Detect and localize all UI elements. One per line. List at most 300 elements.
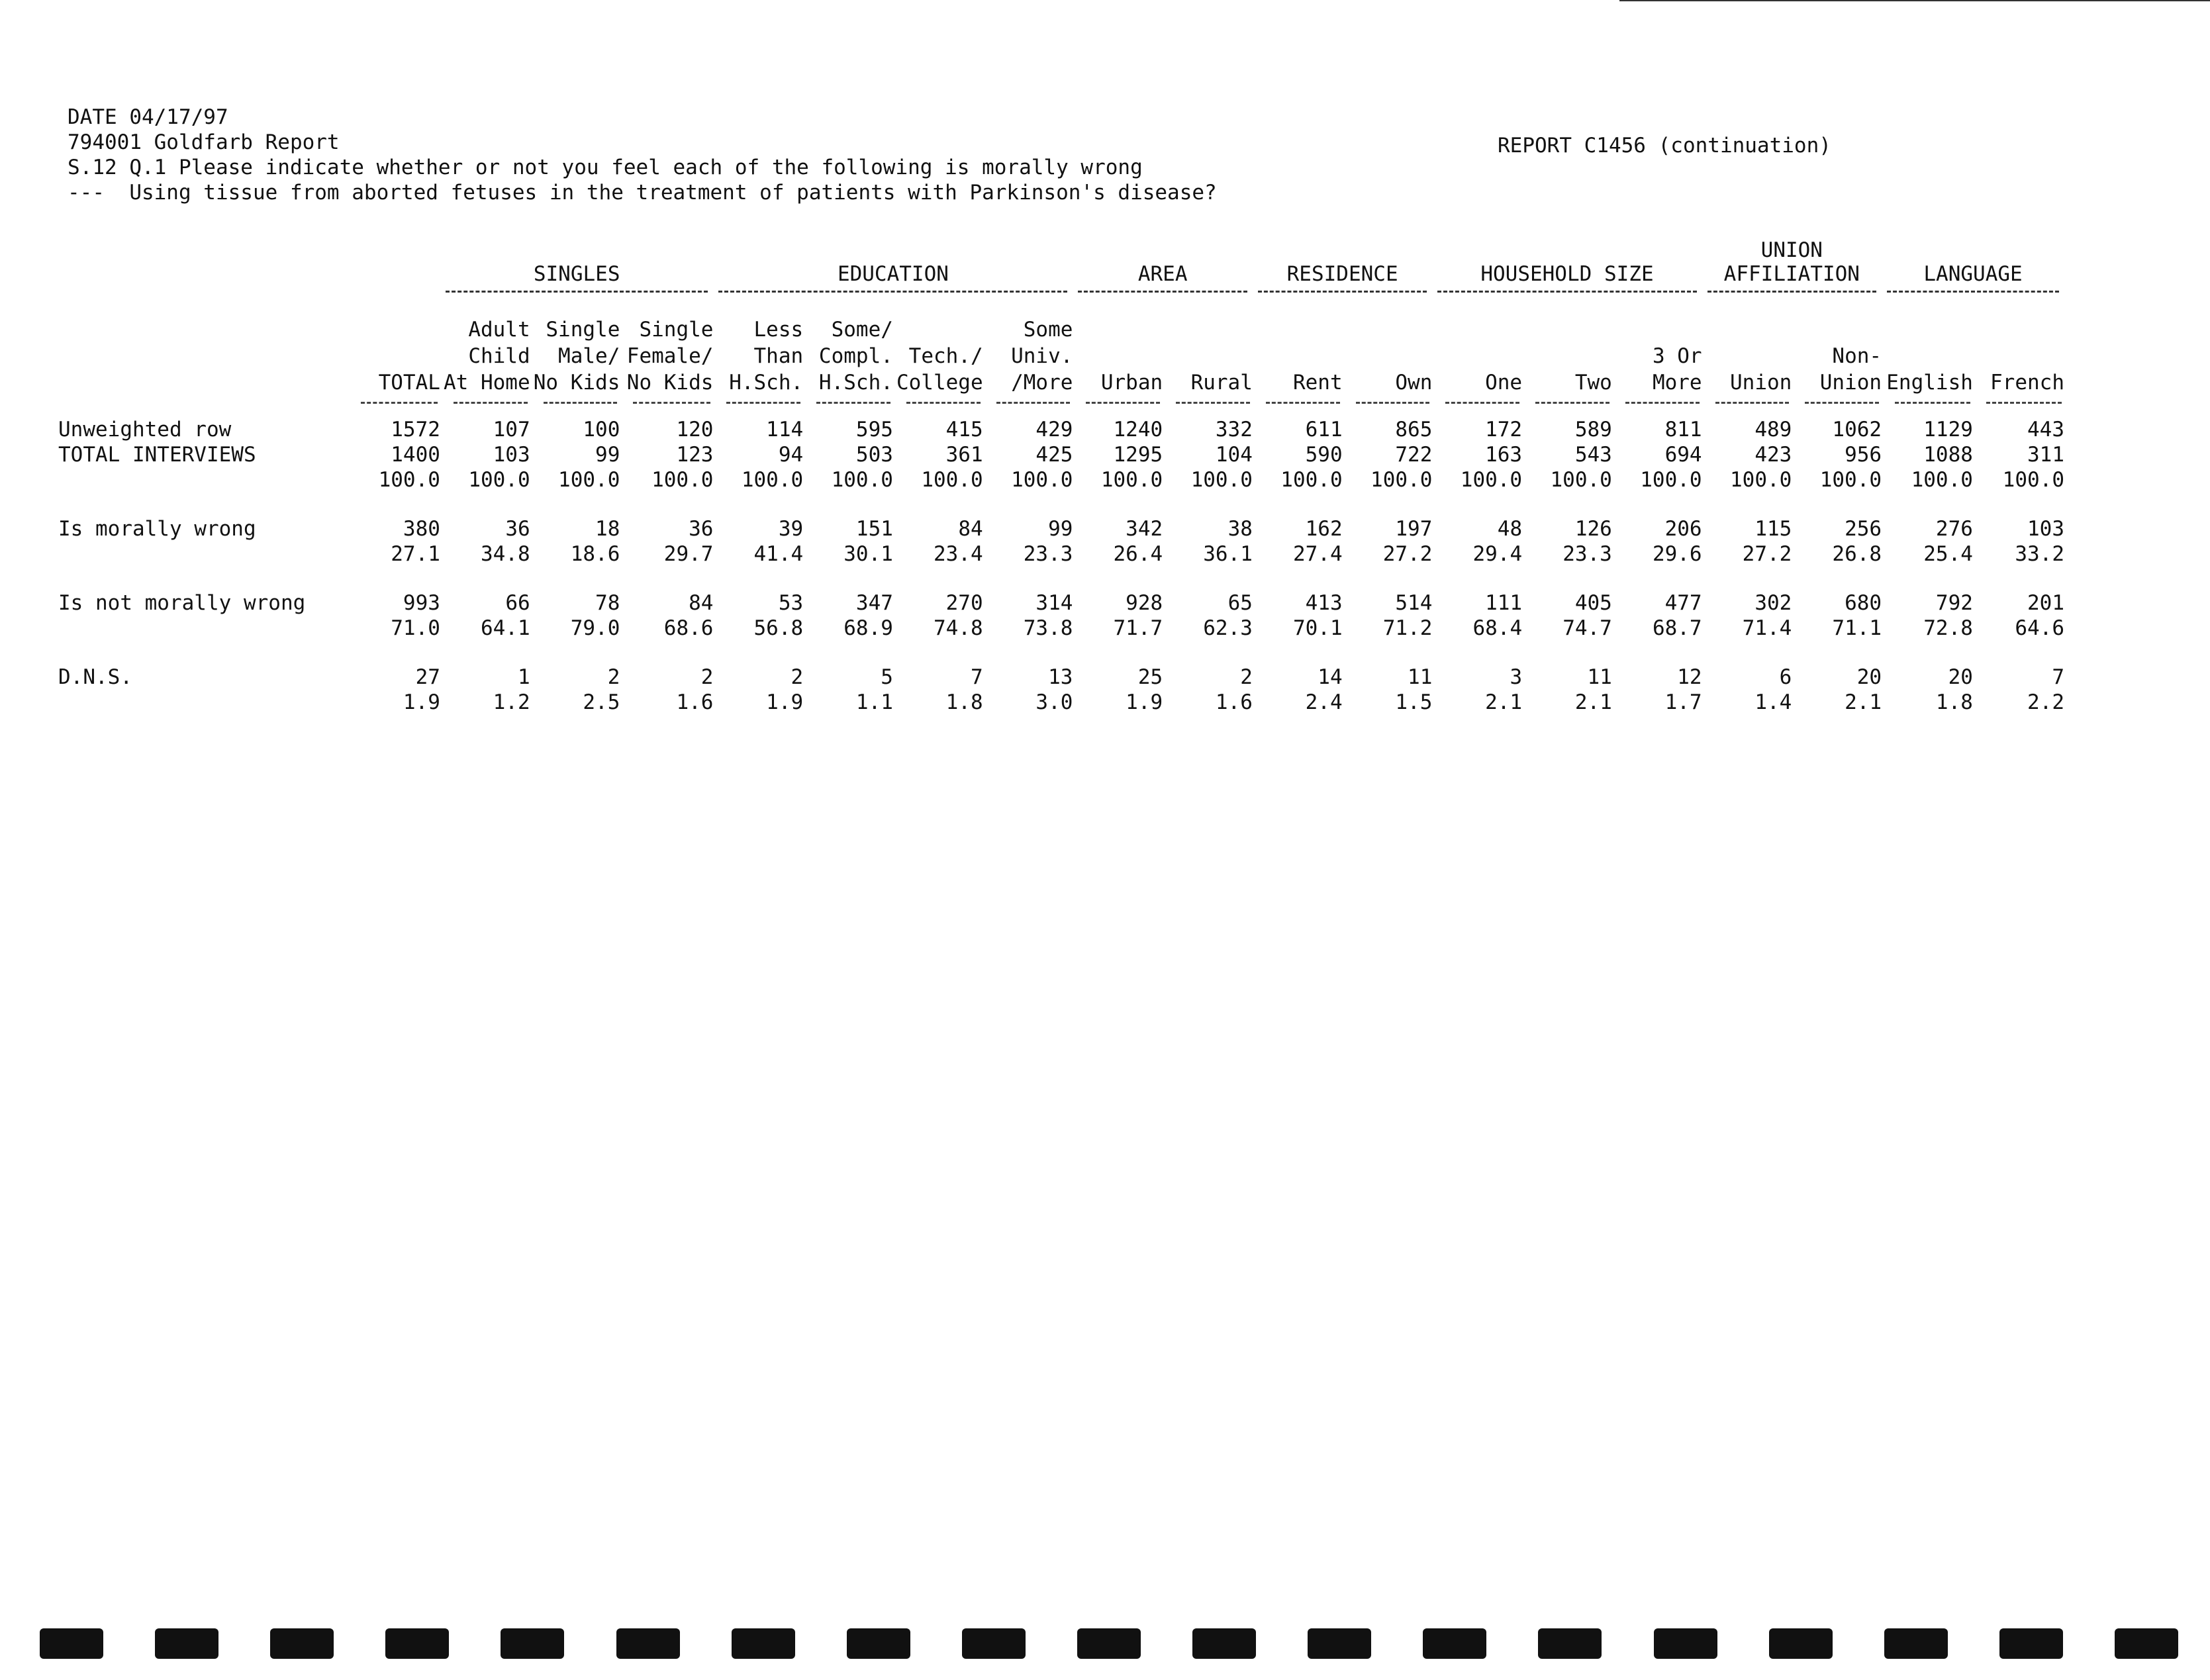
column-underline [906, 402, 981, 404]
cell-count: 126 [1574, 517, 1612, 541]
data-cell [348, 516, 440, 567]
group-header [1073, 225, 1252, 286]
cell-percent: 74.8 [933, 616, 983, 640]
feed-mark [1538, 1628, 1602, 1659]
data-cell [1073, 516, 1163, 567]
cell-count: 256 [1845, 517, 1882, 541]
data-cell [1973, 409, 2064, 492]
cell-count: 311 [2027, 443, 2064, 467]
cell-percent: 2.1 [1845, 690, 1882, 714]
data-cell [893, 590, 983, 641]
data-cell [1253, 409, 1343, 492]
cell-count: 111 [1485, 591, 1523, 615]
cell-percent: 23.3 [1562, 542, 1612, 566]
data-cell [1432, 409, 1522, 492]
feed-mark [1192, 1628, 1256, 1659]
group-underline [1887, 291, 2059, 293]
cell-percent: 26.4 [1113, 542, 1163, 566]
feed-mark [1077, 1628, 1141, 1659]
cell-count: 443 [2027, 418, 2064, 442]
group-header-label: AREA [1137, 262, 1188, 286]
data-cell [803, 665, 893, 715]
group-underline [1437, 291, 1696, 293]
report-id: REPORT C1456 (continuation) [1498, 134, 1831, 158]
cell-percent: 74.7 [1562, 616, 1612, 640]
feed-mark [1308, 1628, 1371, 1659]
cell-count: 489 [1754, 418, 1792, 442]
cell-percent: 71.0 [391, 616, 440, 640]
data-cell [1702, 516, 1792, 567]
data-cell [1792, 516, 1882, 567]
cell-percent: 1.6 [676, 690, 714, 714]
data-cell [893, 516, 983, 567]
column-header-line: No Kids [533, 371, 620, 395]
cell-percent: 1.4 [1754, 690, 1792, 714]
cell-count: 361 [945, 443, 983, 467]
cell-percent: 2.4 [1305, 690, 1343, 714]
column-dash-row [58, 396, 2064, 409]
data-cell [1702, 665, 1792, 715]
cell-count: 503 [855, 443, 893, 467]
cell-count: 94 [778, 443, 804, 467]
data-cell [713, 516, 803, 567]
column-header-line: No Kids [626, 371, 714, 395]
cell-count: 151 [855, 517, 893, 541]
cell-count: 25 [1137, 665, 1163, 689]
cell-percent: 23.4 [933, 542, 983, 566]
cell-count: 104 [1215, 443, 1253, 467]
column-header-line: College [896, 371, 983, 395]
column-header-line: Some [1023, 318, 1073, 342]
cell-percent: 100.0 [1550, 468, 1612, 492]
cell-count: 595 [855, 418, 893, 442]
group-underline [1258, 291, 1427, 293]
cell-percent: 27.1 [391, 542, 440, 566]
cell-percent: 1.5 [1395, 690, 1433, 714]
cell-percent: 100.0 [1911, 468, 1973, 492]
column-header [620, 297, 713, 396]
cell-percent: 1.8 [945, 690, 983, 714]
data-cell [1973, 516, 2064, 567]
cell-percent: 2.2 [2027, 690, 2064, 714]
column-underline [1356, 402, 1430, 404]
cell-percent: 18.6 [570, 542, 620, 566]
row-label-line: D.N.S. [58, 665, 132, 689]
cell-count: 276 [1935, 517, 1973, 541]
data-cell [440, 590, 530, 641]
cell-count: 27 [415, 665, 440, 689]
data-cell [1522, 516, 1612, 567]
label-spacer [58, 225, 348, 286]
cell-percent: 100.0 [651, 468, 714, 492]
feed-mark [385, 1628, 449, 1659]
column-header-line: Univ. [1011, 344, 1073, 368]
column-header-line: 3 Or [1652, 344, 1702, 368]
cell-percent: 2.1 [1574, 690, 1612, 714]
column-underline [1266, 402, 1340, 404]
cell-percent: 27.2 [1382, 542, 1433, 566]
row-label-line: TOTAL INTERVIEWS [58, 443, 256, 467]
cell-count: 13 [1048, 665, 1073, 689]
data-cell [1253, 590, 1343, 641]
data-cell [1702, 409, 1792, 492]
cell-percent: 33.2 [2015, 542, 2064, 566]
cell-count: 103 [493, 443, 530, 467]
cell-count: 84 [689, 591, 714, 615]
cell-percent: 100.0 [468, 468, 530, 492]
column-header [1073, 297, 1163, 396]
feed-mark [155, 1628, 218, 1659]
data-cell [1163, 665, 1253, 715]
cell-count: 163 [1485, 443, 1523, 467]
feed-mark [2115, 1628, 2178, 1659]
cell-percent: 1.1 [855, 690, 893, 714]
cell-percent: 1.7 [1664, 690, 1702, 714]
column-header-line: TOTAL [378, 371, 440, 395]
cell-count: 20 [1948, 665, 1973, 689]
column-underline [454, 402, 528, 404]
cell-count: 694 [1664, 443, 1702, 467]
cell-count: 99 [1048, 517, 1073, 541]
group-header [1882, 225, 2064, 286]
row-label [58, 665, 348, 715]
column-header [1612, 297, 1702, 396]
column-underline [1176, 402, 1250, 404]
column-header [530, 297, 620, 396]
column-header-line: Tech./ [908, 344, 983, 368]
data-cell [1522, 590, 1612, 641]
cell-count: 514 [1395, 591, 1433, 615]
group-header [1702, 225, 1882, 286]
cell-count: 2 [607, 665, 620, 689]
cell-percent: 29.6 [1652, 542, 1702, 566]
data-cell [1792, 665, 1882, 715]
data-cell [1612, 409, 1702, 492]
cell-percent: 25.4 [1923, 542, 1973, 566]
cell-count: 543 [1574, 443, 1612, 467]
data-cell [348, 590, 440, 641]
data-cell [1163, 516, 1253, 567]
cell-count: 425 [1035, 443, 1073, 467]
report-name: 794001 Goldfarb Report [68, 130, 340, 154]
data-row [58, 516, 2064, 567]
column-underline [1715, 402, 1790, 404]
feed-mark [501, 1628, 564, 1659]
cell-count: 342 [1126, 517, 1163, 541]
cell-percent: 29.7 [663, 542, 714, 566]
group-header-row [58, 225, 2064, 286]
cell-count: 5 [881, 665, 893, 689]
cell-count: 53 [778, 591, 804, 615]
data-cell [1973, 590, 2064, 641]
row-label-line: Unweighted row [58, 418, 232, 442]
data-cell [1343, 409, 1433, 492]
cell-count: 928 [1126, 591, 1163, 615]
column-header [1702, 297, 1792, 396]
cell-percent: 56.8 [753, 616, 804, 640]
cell-count: 36 [505, 517, 530, 541]
cell-count: 611 [1305, 418, 1343, 442]
cell-count: 3 [1510, 665, 1523, 689]
cell-percent: 1.9 [403, 690, 440, 714]
data-cell [1612, 516, 1702, 567]
column-header-line: Two [1574, 371, 1612, 395]
data-cell [1163, 409, 1253, 492]
cell-count: 48 [1497, 517, 1523, 541]
cell-percent: 29.4 [1472, 542, 1523, 566]
cell-percent: 36.1 [1203, 542, 1253, 566]
data-cell [983, 516, 1073, 567]
cell-percent: 71.2 [1382, 616, 1433, 640]
column-header-line: Compl. [818, 344, 893, 368]
feed-mark [1999, 1628, 2063, 1659]
data-cell [1343, 590, 1433, 641]
cell-count: 589 [1574, 418, 1612, 442]
column-header-line: Union [1730, 371, 1792, 395]
column-header-line: Single [546, 318, 620, 342]
column-header-row [58, 297, 2064, 396]
column-header [1432, 297, 1522, 396]
cell-percent: 2.1 [1485, 690, 1523, 714]
group-underline [446, 291, 708, 293]
data-cell [1432, 516, 1522, 567]
feed-mark [1423, 1628, 1486, 1659]
cell-count: 197 [1395, 517, 1433, 541]
data-cell [893, 409, 983, 492]
feed-mark [40, 1628, 103, 1659]
group-header [348, 225, 440, 286]
cell-percent: 100.0 [1370, 468, 1433, 492]
group-underline [1078, 291, 1247, 293]
cell-percent: 100.0 [1460, 468, 1523, 492]
data-cell [1253, 665, 1343, 715]
column-underline [1086, 402, 1160, 404]
feed-mark [1654, 1628, 1717, 1659]
cell-count: 20 [1856, 665, 1882, 689]
cell-count: 1 [517, 665, 530, 689]
column-header-line: Adult [468, 318, 530, 342]
cell-percent: 79.0 [570, 616, 620, 640]
cell-count: 206 [1664, 517, 1702, 541]
cell-count: 1240 [1113, 418, 1163, 442]
cell-percent: 64.1 [480, 616, 530, 640]
top-edge-line [1619, 0, 2210, 1]
column-header [348, 297, 440, 396]
column-header-line: French [1990, 371, 2064, 395]
data-cell [620, 409, 713, 492]
cell-percent: 71.1 [1832, 616, 1882, 640]
group-underline [1707, 291, 1876, 293]
cell-percent: 100.0 [558, 468, 620, 492]
data-cell [713, 590, 803, 641]
cell-percent: 3.0 [1035, 690, 1073, 714]
data-cell [1073, 409, 1163, 492]
data-cell [530, 516, 620, 567]
column-header-line: H.Sch. [818, 371, 893, 395]
cell-count: 7 [970, 665, 983, 689]
data-cell [530, 590, 620, 641]
data-cell [620, 665, 713, 715]
feed-mark [732, 1628, 795, 1659]
cell-count: 201 [2027, 591, 2064, 615]
column-header-line: More [1652, 371, 1702, 395]
column-header-line: Less [753, 318, 804, 342]
column-underline [1895, 402, 1970, 404]
cell-count: 1088 [1923, 443, 1973, 467]
cell-percent: 71.7 [1113, 616, 1163, 640]
cell-percent: 100.0 [831, 468, 893, 492]
question-text: S.12 Q.1 Please indicate whether or not you feel each of the following is morally wrong [68, 156, 1143, 179]
cell-percent: 68.6 [663, 616, 714, 640]
cell-count: 11 [1408, 665, 1433, 689]
cell-count: 413 [1305, 591, 1343, 615]
column-underline [1986, 402, 2062, 404]
cell-percent: 100.0 [1100, 468, 1163, 492]
cell-count: 302 [1754, 591, 1792, 615]
cell-count: 1129 [1923, 418, 1973, 442]
data-cell [1882, 590, 1973, 641]
data-cell [1702, 590, 1792, 641]
feed-mark [962, 1628, 1026, 1659]
cell-count: 590 [1305, 443, 1343, 467]
data-cell [1522, 409, 1612, 492]
cell-percent: 27.2 [1742, 542, 1792, 566]
row-label-line: Is not morally wrong [58, 591, 306, 615]
cell-count: 429 [1035, 418, 1073, 442]
cell-count: 18 [595, 517, 620, 541]
cell-percent: 100.0 [1819, 468, 1882, 492]
column-header [803, 297, 893, 396]
cell-percent: 73.8 [1023, 616, 1073, 640]
cell-count: 38 [1227, 517, 1253, 541]
column-header-line: Rent [1292, 371, 1343, 395]
data-cell [1253, 516, 1343, 567]
column-header-line: H.Sch. [729, 371, 804, 395]
cell-count: 1295 [1113, 443, 1163, 467]
cell-count: 405 [1574, 591, 1612, 615]
group-header-label: EDUCATION [837, 262, 949, 286]
printer-feed-marks [40, 1628, 2178, 1659]
column-underline [1445, 402, 1519, 404]
cell-count: 270 [945, 591, 983, 615]
cell-count: 11 [1587, 665, 1612, 689]
cell-percent: 34.8 [480, 542, 530, 566]
cell-count: 172 [1485, 418, 1523, 442]
cell-count: 415 [945, 418, 983, 442]
feed-mark [1769, 1628, 1833, 1659]
column-header [440, 297, 530, 396]
cell-percent: 30.1 [843, 542, 893, 566]
cell-count: 66 [505, 591, 530, 615]
cell-count: 332 [1215, 418, 1253, 442]
group-header-line: UNION [1760, 238, 1823, 262]
cell-count: 84 [958, 517, 983, 541]
cell-count: 14 [1318, 665, 1343, 689]
cell-percent: 1.9 [1126, 690, 1163, 714]
cell-count: 7 [2052, 665, 2064, 689]
cell-percent: 1.2 [493, 690, 530, 714]
cell-percent: 100.0 [378, 468, 440, 492]
data-cell [1882, 665, 1973, 715]
column-underline [361, 402, 438, 404]
cell-percent: 72.8 [1923, 616, 1973, 640]
cell-percent: 1.8 [1935, 690, 1973, 714]
column-header-line: Own [1395, 371, 1433, 395]
cell-count: 120 [676, 418, 714, 442]
data-row [58, 665, 2064, 715]
cell-percent: 100.0 [921, 468, 983, 492]
column-header-line: Male/ [558, 344, 620, 368]
cell-percent: 100.0 [2002, 468, 2064, 492]
data-cell [803, 590, 893, 641]
column-underline [1625, 402, 1700, 404]
group-header [713, 225, 1073, 286]
group-header-label: HOUSEHOLD SIZE [1480, 262, 1654, 286]
column-header-line: Rural [1190, 371, 1253, 395]
data-cell [713, 409, 803, 492]
cell-percent: 100.0 [1730, 468, 1792, 492]
column-header-line: English [1886, 371, 1973, 395]
feed-mark [270, 1628, 334, 1659]
column-header [1343, 297, 1433, 396]
column-header-line: Urban [1100, 371, 1163, 395]
column-header-line: Than [753, 344, 804, 368]
cell-percent: 2.5 [583, 690, 620, 714]
cell-count: 314 [1035, 591, 1073, 615]
cell-count: 78 [595, 591, 620, 615]
cell-percent: 68.9 [843, 616, 893, 640]
data-cell [803, 516, 893, 567]
data-cell [620, 516, 713, 567]
data-cell [1073, 590, 1163, 641]
cell-percent: 100.0 [741, 468, 804, 492]
data-cell [1432, 590, 1522, 641]
data-cell [1432, 665, 1522, 715]
data-cell [620, 590, 713, 641]
column-underline [1535, 402, 1609, 404]
cell-count: 1400 [391, 443, 440, 467]
feed-mark [1884, 1628, 1948, 1659]
cell-count: 65 [1227, 591, 1253, 615]
column-header-line: Union [1819, 371, 1882, 395]
cell-percent: 41.4 [753, 542, 804, 566]
group-underline-row [58, 286, 2064, 297]
cell-count: 865 [1395, 418, 1433, 442]
cell-count: 1572 [391, 418, 440, 442]
data-cell [1612, 665, 1702, 715]
cell-count: 811 [1664, 418, 1702, 442]
column-underline [996, 402, 1071, 404]
data-cell [983, 409, 1073, 492]
column-header-line: One [1485, 371, 1523, 395]
column-header-line: Non- [1832, 344, 1882, 368]
column-underline [1805, 402, 1879, 404]
column-underline [726, 402, 800, 404]
column-header-line: /More [1011, 371, 1073, 395]
row-label [58, 516, 348, 567]
cell-percent: 23.3 [1023, 542, 1073, 566]
feed-mark [847, 1628, 910, 1659]
cell-count: 6 [1779, 665, 1792, 689]
data-cell [530, 409, 620, 492]
cell-percent: 68.7 [1652, 616, 1702, 640]
column-header [713, 297, 803, 396]
cell-count: 12 [1677, 665, 1702, 689]
cell-count: 162 [1305, 517, 1343, 541]
cell-count: 680 [1845, 591, 1882, 615]
column-header-line: Single [639, 318, 714, 342]
data-cell [348, 409, 440, 492]
